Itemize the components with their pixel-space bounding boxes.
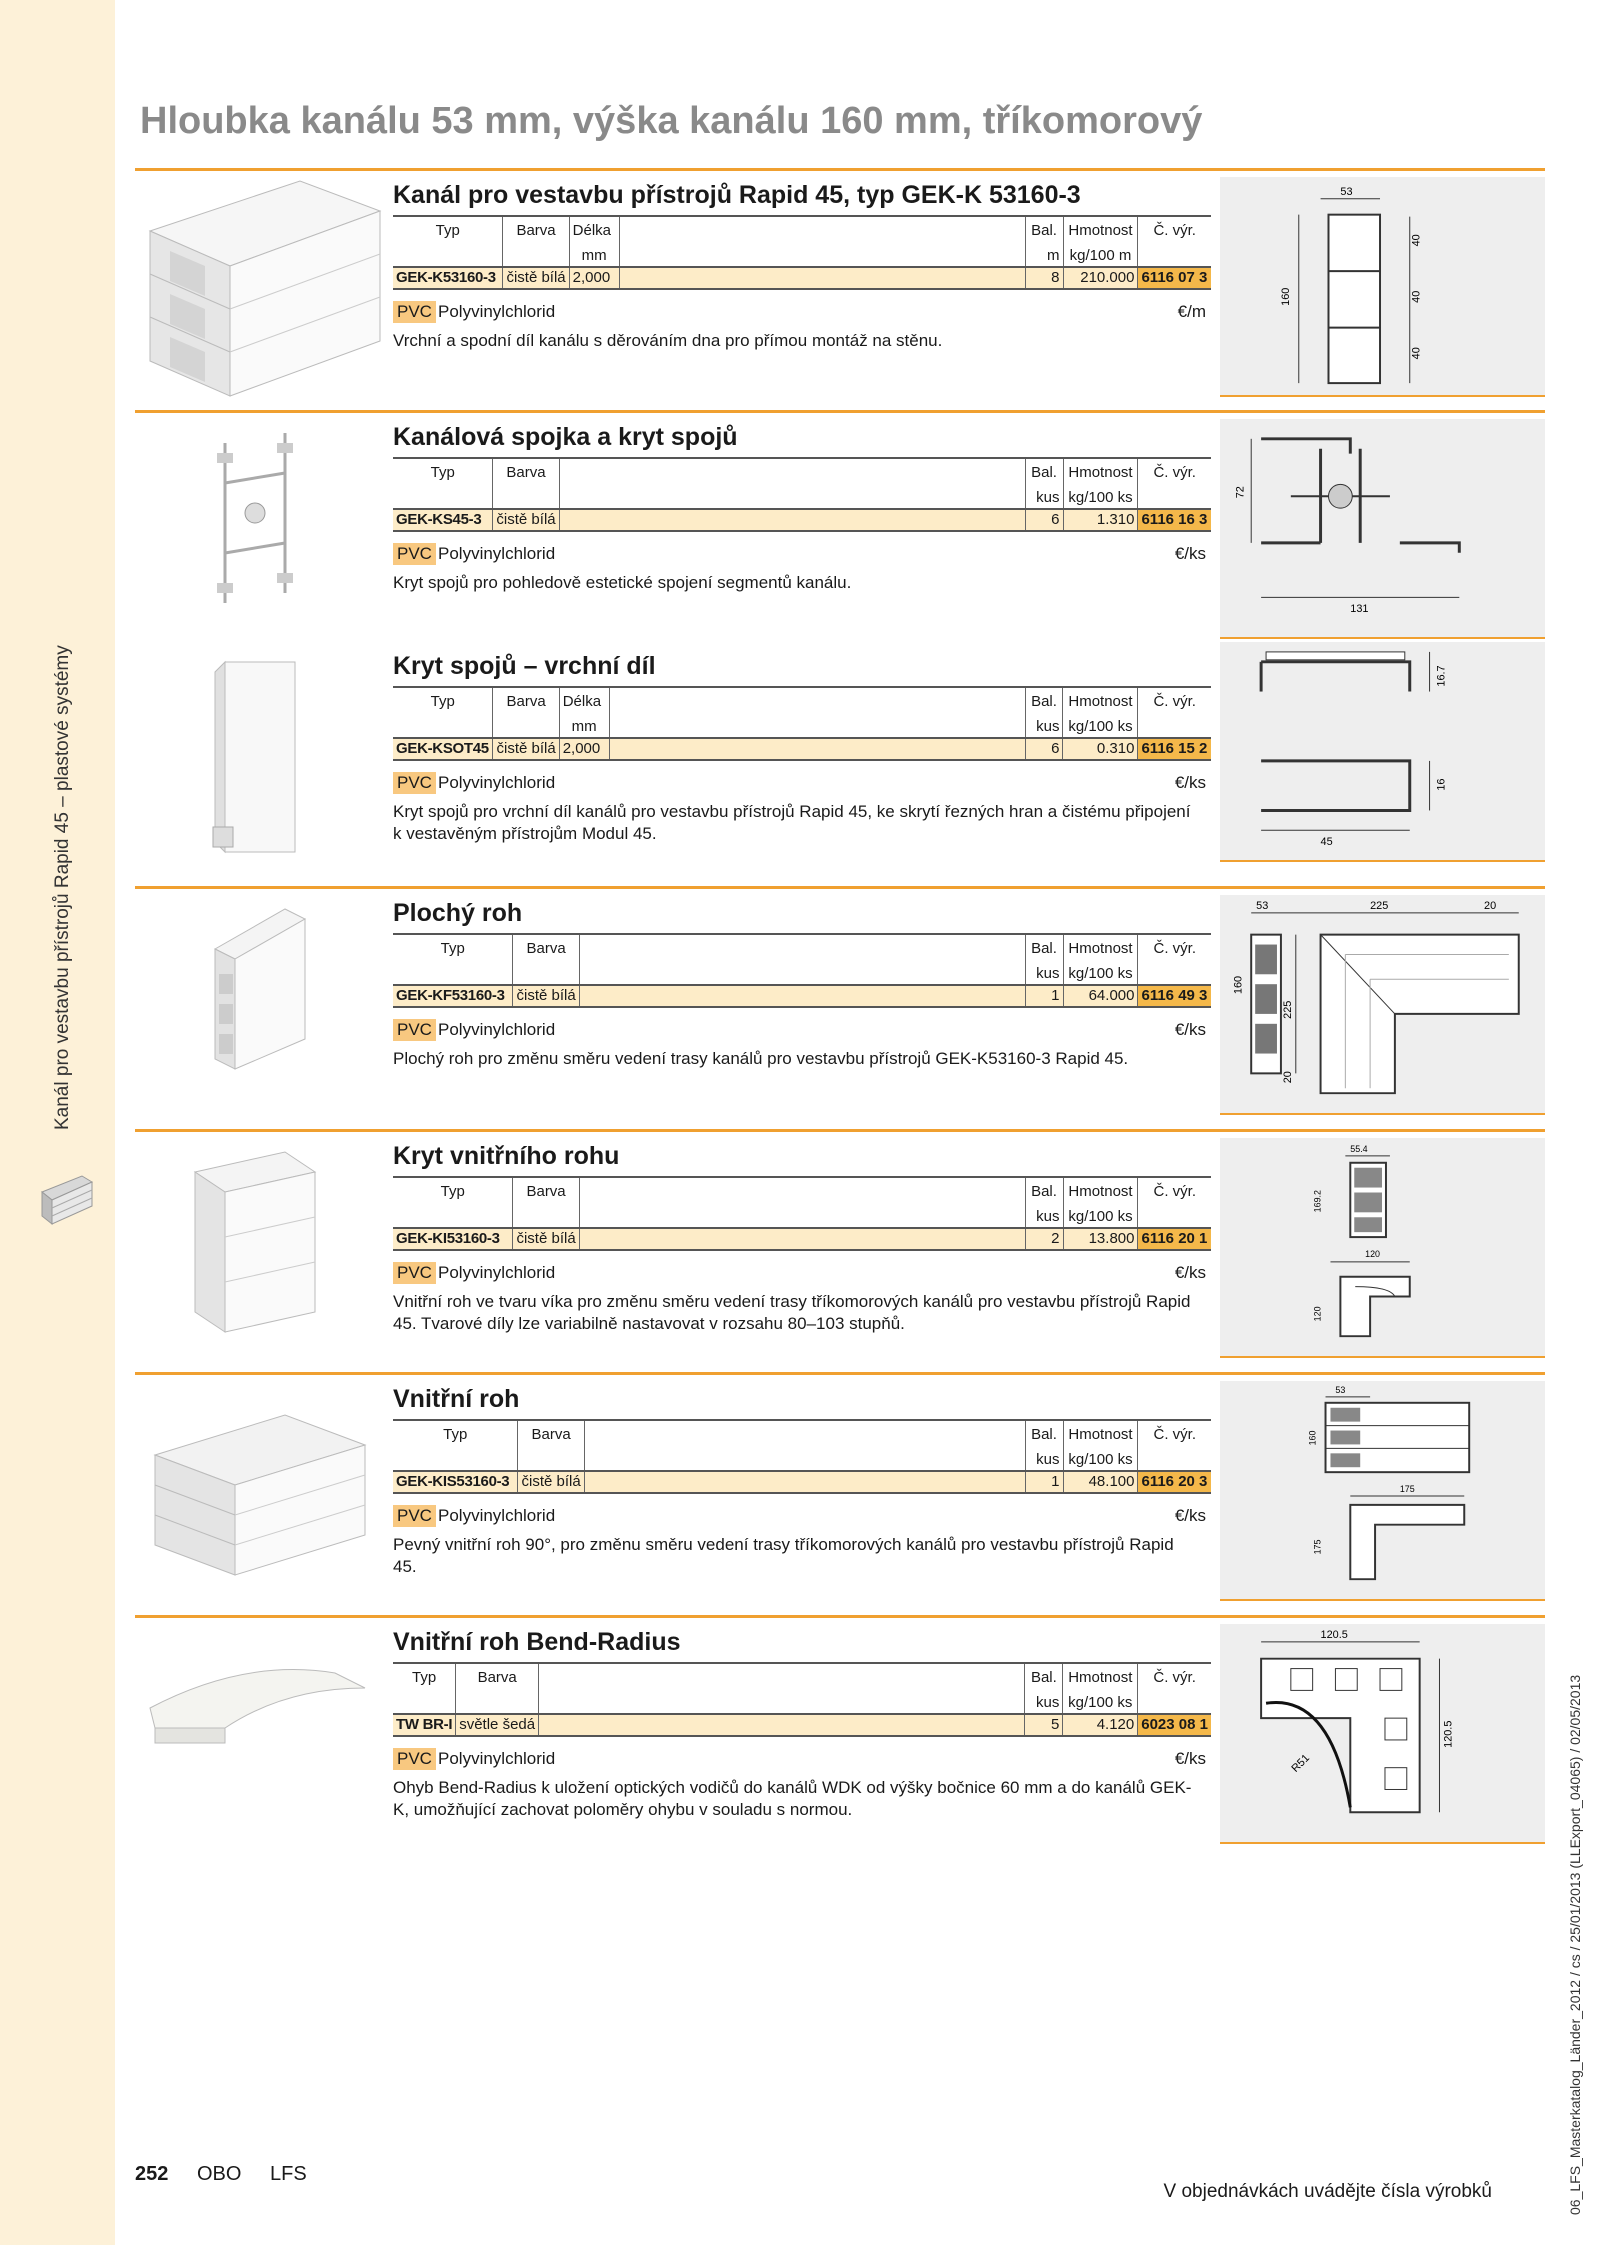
dim-label: 45 bbox=[1320, 836, 1333, 849]
header-hmotnost: Hmotnost bbox=[1063, 216, 1138, 245]
header-cvyr: Č. výr. bbox=[1138, 458, 1211, 487]
dim-label: 131 bbox=[1350, 603, 1369, 616]
dim-label: 40 bbox=[1410, 347, 1423, 360]
unit-weight: kg/100 ks bbox=[1063, 963, 1138, 985]
price-unit: €/ks bbox=[1174, 773, 1206, 792]
header-cvyr: Č. výr. bbox=[1138, 687, 1211, 716]
header-cvyr: Č. výr. bbox=[1138, 934, 1211, 963]
product-description: Kryt spojů pro vrchní díl kanálů pro vestavbu přístrojů Rapid 45, ke skrytí řezných hran a čistému připojení k vestavěným přístrojům Modul 45. bbox=[393, 802, 1191, 843]
product-color: čistě bílá bbox=[518, 1471, 584, 1493]
product-color: světle šedá bbox=[456, 1714, 539, 1736]
technical-drawing bbox=[1220, 642, 1545, 862]
brand-label: OBO bbox=[197, 2163, 242, 2185]
product-code: GEK-KF53160-3 bbox=[393, 985, 513, 1007]
product-description: Ohyb Bend-Radius k uložení optických vodičů do kanálů WDK od výšky bočnice 60 mm a do kanálů GEK-K, umožňující zachovat poloměry ohybu v souladu s normou. bbox=[393, 1778, 1192, 1819]
product-description: Pevný vnitřní roh 90°, pro změnu směru vedení trasy tříkomorových kanálů pro vestavbu přístrojů Rapid 45. bbox=[393, 1535, 1174, 1576]
product-weight: 1.310 bbox=[1063, 509, 1138, 531]
header-typ: Typ bbox=[440, 940, 465, 957]
product-code: GEK-KI53160-3 bbox=[393, 1228, 513, 1250]
section-title: Kryt spojů – vrchní díl bbox=[393, 652, 656, 680]
product-color: čistě bílá bbox=[493, 738, 559, 760]
technical-drawing bbox=[1220, 1381, 1545, 1601]
header-bal: Bal. bbox=[1025, 1420, 1063, 1449]
header-barva: Barva bbox=[518, 1420, 584, 1449]
material-name: Polyvinylchlorid bbox=[438, 302, 556, 321]
product-bal: 8 bbox=[1025, 267, 1063, 289]
product-photo bbox=[135, 413, 385, 643]
product-weight: 13.800 bbox=[1063, 1228, 1138, 1250]
material-badge: PVC bbox=[393, 1505, 436, 1527]
header-hmotnost: Hmotnost bbox=[1063, 1177, 1138, 1206]
header-typ: Typ bbox=[440, 1183, 465, 1200]
header-barva: Barva bbox=[493, 458, 559, 487]
product-row bbox=[393, 509, 1211, 531]
header-bal: Bal. bbox=[1025, 216, 1063, 245]
header-bal: Bal. bbox=[1025, 934, 1063, 963]
spec-table bbox=[393, 1662, 1211, 1737]
order-number: 6023 08 1 bbox=[1138, 1714, 1211, 1736]
unit-bal: kus bbox=[1025, 1449, 1063, 1471]
product-photo bbox=[135, 1618, 385, 1848]
header-bal: Bal. bbox=[1025, 687, 1063, 716]
product-weight: 0.310 bbox=[1063, 738, 1138, 760]
product-code: GEK-KS45-3 bbox=[393, 509, 493, 531]
header-typ: Typ bbox=[430, 693, 455, 710]
product-section bbox=[135, 1129, 1545, 1372]
dim-label: 55.4 bbox=[1350, 1143, 1368, 1154]
spec-table bbox=[393, 457, 1211, 532]
product-color: čistě bílá bbox=[493, 509, 559, 531]
technical-drawing bbox=[1220, 895, 1545, 1115]
material-badge: PVC bbox=[393, 543, 436, 565]
unit-length: mm bbox=[559, 716, 609, 738]
product-bal: 6 bbox=[1025, 738, 1063, 760]
product-photo bbox=[135, 1132, 385, 1362]
spec-table bbox=[393, 215, 1211, 290]
product-weight: 48.100 bbox=[1063, 1471, 1138, 1493]
dim-label: 53 bbox=[1256, 899, 1269, 912]
product-row bbox=[393, 267, 1211, 289]
header-bal: Bal. bbox=[1025, 1663, 1063, 1692]
product-row bbox=[393, 1714, 1211, 1736]
header-barva: Barva bbox=[513, 934, 579, 963]
product-section bbox=[135, 642, 1545, 886]
material-badge: PVC bbox=[393, 301, 436, 323]
dim-label: R51 bbox=[1289, 1752, 1313, 1775]
header-typ: Typ bbox=[412, 1669, 437, 1686]
dim-label: 120 bbox=[1365, 1248, 1381, 1259]
header-delka: Délka bbox=[559, 687, 609, 716]
dim-label: 225 bbox=[1281, 1000, 1294, 1019]
product-photo bbox=[135, 642, 385, 872]
dim-label: 120 bbox=[1312, 1306, 1323, 1322]
product-length: 2,000 bbox=[559, 738, 609, 760]
page-number: 252 bbox=[135, 2163, 169, 2185]
dim-label: 40 bbox=[1410, 290, 1423, 303]
header-hmotnost: Hmotnost bbox=[1063, 934, 1138, 963]
price-unit: €/ks bbox=[1174, 1506, 1206, 1525]
product-bal: 1 bbox=[1025, 985, 1063, 1007]
material-badge: PVC bbox=[393, 1262, 436, 1284]
technical-drawing bbox=[1220, 1138, 1545, 1358]
material-name: Polyvinylchlorid bbox=[438, 1020, 556, 1039]
product-code: GEK-K53160-3 bbox=[393, 267, 503, 289]
product-row bbox=[393, 738, 1211, 760]
dim-label: 169.2 bbox=[1312, 1190, 1323, 1213]
unit-bal: kus bbox=[1025, 1692, 1063, 1714]
product-code: GEK-KIS53160-3 bbox=[393, 1471, 518, 1493]
order-number: 6116 16 3 bbox=[1138, 509, 1211, 531]
header-typ: Typ bbox=[435, 222, 460, 239]
product-photo bbox=[135, 171, 385, 401]
product-row bbox=[393, 1471, 1211, 1493]
header-cvyr: Č. výr. bbox=[1138, 216, 1211, 245]
product-section bbox=[135, 1372, 1545, 1615]
header-cvyr: Č. výr. bbox=[1138, 1663, 1211, 1692]
section-title: Vnitřní roh Bend-Radius bbox=[393, 1628, 681, 1656]
unit-weight: kg/100 ks bbox=[1063, 716, 1138, 738]
dim-label: 16.7 bbox=[1435, 665, 1448, 687]
material-name: Polyvinylchlorid bbox=[438, 773, 556, 792]
product-code: TW BR-I bbox=[393, 1714, 456, 1736]
order-number: 6116 07 3 bbox=[1138, 267, 1211, 289]
header-hmotnost: Hmotnost bbox=[1063, 1420, 1138, 1449]
dim-label: 160 bbox=[1232, 975, 1245, 995]
product-photo bbox=[135, 889, 385, 1119]
technical-drawing bbox=[1220, 1624, 1545, 1844]
product-color: čistě bílá bbox=[513, 1228, 579, 1250]
dim-label: 225 bbox=[1370, 899, 1389, 912]
dim-label: 160 bbox=[1307, 1430, 1318, 1446]
spec-table bbox=[393, 1419, 1211, 1494]
dim-label: 175 bbox=[1312, 1539, 1323, 1555]
catalog-label: LFS bbox=[270, 2163, 307, 2185]
product-section bbox=[135, 1615, 1545, 1858]
header-bal: Bal. bbox=[1025, 458, 1063, 487]
section-title: Kanálová spojka a kryt spojů bbox=[393, 423, 738, 451]
product-description: Kryt spojů pro pohledově estetické spojení segmentů kanálu. bbox=[393, 573, 852, 592]
order-number: 6116 20 3 bbox=[1138, 1471, 1211, 1493]
spec-table bbox=[393, 933, 1211, 1008]
unit-weight: kg/100 ks bbox=[1063, 487, 1138, 509]
material-name: Polyvinylchlorid bbox=[438, 1506, 556, 1525]
header-delka: Délka bbox=[569, 216, 619, 245]
header-barva: Barva bbox=[513, 1177, 579, 1206]
unit-bal: m bbox=[1025, 245, 1063, 267]
unit-weight: kg/100 ks bbox=[1063, 1449, 1138, 1471]
product-bal: 6 bbox=[1025, 509, 1063, 531]
header-bal: Bal. bbox=[1025, 1177, 1063, 1206]
dim-label: 20 bbox=[1484, 899, 1497, 912]
header-barva: Barva bbox=[493, 687, 559, 716]
dim-label: 40 bbox=[1410, 234, 1423, 247]
header-typ: Typ bbox=[443, 1426, 468, 1443]
material-name: Polyvinylchlorid bbox=[438, 544, 556, 563]
product-bal: 2 bbox=[1025, 1228, 1063, 1250]
dim-label: 175 bbox=[1399, 1483, 1415, 1494]
product-section bbox=[135, 886, 1545, 1129]
product-length: 2,000 bbox=[569, 267, 619, 289]
unit-bal: kus bbox=[1025, 1206, 1063, 1228]
header-hmotnost: Hmotnost bbox=[1063, 687, 1138, 716]
product-color: čistě bílá bbox=[503, 267, 569, 289]
dim-label: 16 bbox=[1435, 778, 1448, 791]
product-row bbox=[393, 1228, 1211, 1250]
unit-weight: kg/100 ks bbox=[1063, 1692, 1138, 1714]
product-bal: 5 bbox=[1025, 1714, 1063, 1736]
dim-label: 120.5 bbox=[1442, 1720, 1455, 1748]
price-unit: €/ks bbox=[1174, 544, 1206, 563]
unit-length: mm bbox=[569, 245, 619, 267]
channel-thumbnail-icon bbox=[38, 1172, 94, 1228]
product-weight: 4.120 bbox=[1063, 1714, 1138, 1736]
section-title: Vnitřní roh bbox=[393, 1385, 520, 1413]
product-section bbox=[135, 168, 1545, 410]
product-description: Vrchní a spodní díl kanálu s děrováním dna pro přímou montáž na stěnu. bbox=[393, 331, 943, 350]
price-unit: €/ks bbox=[1174, 1263, 1206, 1282]
price-unit: €/m bbox=[1177, 302, 1206, 321]
product-weight: 64.000 bbox=[1063, 985, 1138, 1007]
header-barva: Barva bbox=[456, 1663, 539, 1692]
product-bal: 1 bbox=[1025, 1471, 1063, 1493]
unit-weight: kg/100 m bbox=[1063, 245, 1138, 267]
order-number: 6116 49 3 bbox=[1138, 985, 1211, 1007]
dim-label: 20 bbox=[1281, 1071, 1294, 1084]
unit-bal: kus bbox=[1025, 716, 1063, 738]
footer-note: V objednávkách uvádějte čísla výrobků bbox=[1163, 2181, 1492, 2202]
product-weight: 210.000 bbox=[1063, 267, 1138, 289]
order-number: 6116 15 2 bbox=[1138, 738, 1211, 760]
side-title: Kanál pro vestavbu přístrojů Rapid 45 – plastové systémy bbox=[52, 645, 73, 1130]
header-hmotnost: Hmotnost bbox=[1063, 1663, 1138, 1692]
unit-bal: kus bbox=[1025, 487, 1063, 509]
product-description: Vnitřní roh ve tvaru víka pro změnu směru vedení trasy tříkomorových kanálů pro vestavbu přístrojů Rapid 45. Tvarové díly lze variabilně nastavovat v rozsahu 80–103 stupňů. bbox=[393, 1292, 1191, 1333]
header-cvyr: Č. výr. bbox=[1138, 1177, 1211, 1206]
section-title: Kanál pro vestavbu přístrojů Rapid 45, typ GEK-K 53160-3 bbox=[393, 181, 1081, 209]
dim-label: 53 bbox=[1340, 185, 1353, 198]
dim-label: 120.5 bbox=[1320, 1628, 1348, 1641]
product-section bbox=[135, 410, 1545, 642]
unit-bal: kus bbox=[1025, 963, 1063, 985]
section-title: Kryt vnitřního rohu bbox=[393, 1142, 620, 1170]
product-color: čistě bílá bbox=[513, 985, 579, 1007]
material-name: Polyvinylchlorid bbox=[438, 1263, 556, 1282]
spec-table bbox=[393, 1176, 1211, 1251]
product-description: Plochý roh pro změnu směru vedení trasy kanálů pro vestavbu přístrojů GEK-K53160-3 Rapid 45. bbox=[393, 1049, 1129, 1068]
unit-weight: kg/100 ks bbox=[1063, 1206, 1138, 1228]
header-barva: Barva bbox=[503, 216, 569, 245]
vertical-footer: 06_LFS_Masterkatalog_Länder_2012 / cs / 25/01/2013 (LLExport_04065) / 02/05/2013 bbox=[1567, 1674, 1583, 2215]
dim-label: 72 bbox=[1234, 486, 1247, 499]
material-badge: PVC bbox=[393, 772, 436, 794]
dim-label: 53 bbox=[1335, 1384, 1346, 1395]
price-unit: €/ks bbox=[1174, 1020, 1206, 1039]
header-typ: Typ bbox=[430, 464, 455, 481]
technical-drawing bbox=[1220, 419, 1545, 639]
material-name: Polyvinylchlorid bbox=[438, 1749, 556, 1768]
technical-drawing bbox=[1220, 177, 1545, 397]
header-hmotnost: Hmotnost bbox=[1063, 458, 1138, 487]
material-badge: PVC bbox=[393, 1019, 436, 1041]
price-unit: €/ks bbox=[1174, 1749, 1206, 1768]
product-row bbox=[393, 985, 1211, 1007]
page-title: Hloubka kanálu 53 mm, výška kanálu 160 mm, tříkomorový bbox=[140, 100, 1203, 142]
product-photo bbox=[135, 1375, 385, 1605]
product-code: GEK-KSOT45 bbox=[393, 738, 493, 760]
dim-label: 160 bbox=[1279, 287, 1292, 306]
order-number: 6116 20 1 bbox=[1138, 1228, 1211, 1250]
material-badge: PVC bbox=[393, 1748, 436, 1770]
spec-table bbox=[393, 686, 1211, 761]
header-cvyr: Č. výr. bbox=[1138, 1420, 1211, 1449]
section-title: Plochý roh bbox=[393, 899, 523, 927]
